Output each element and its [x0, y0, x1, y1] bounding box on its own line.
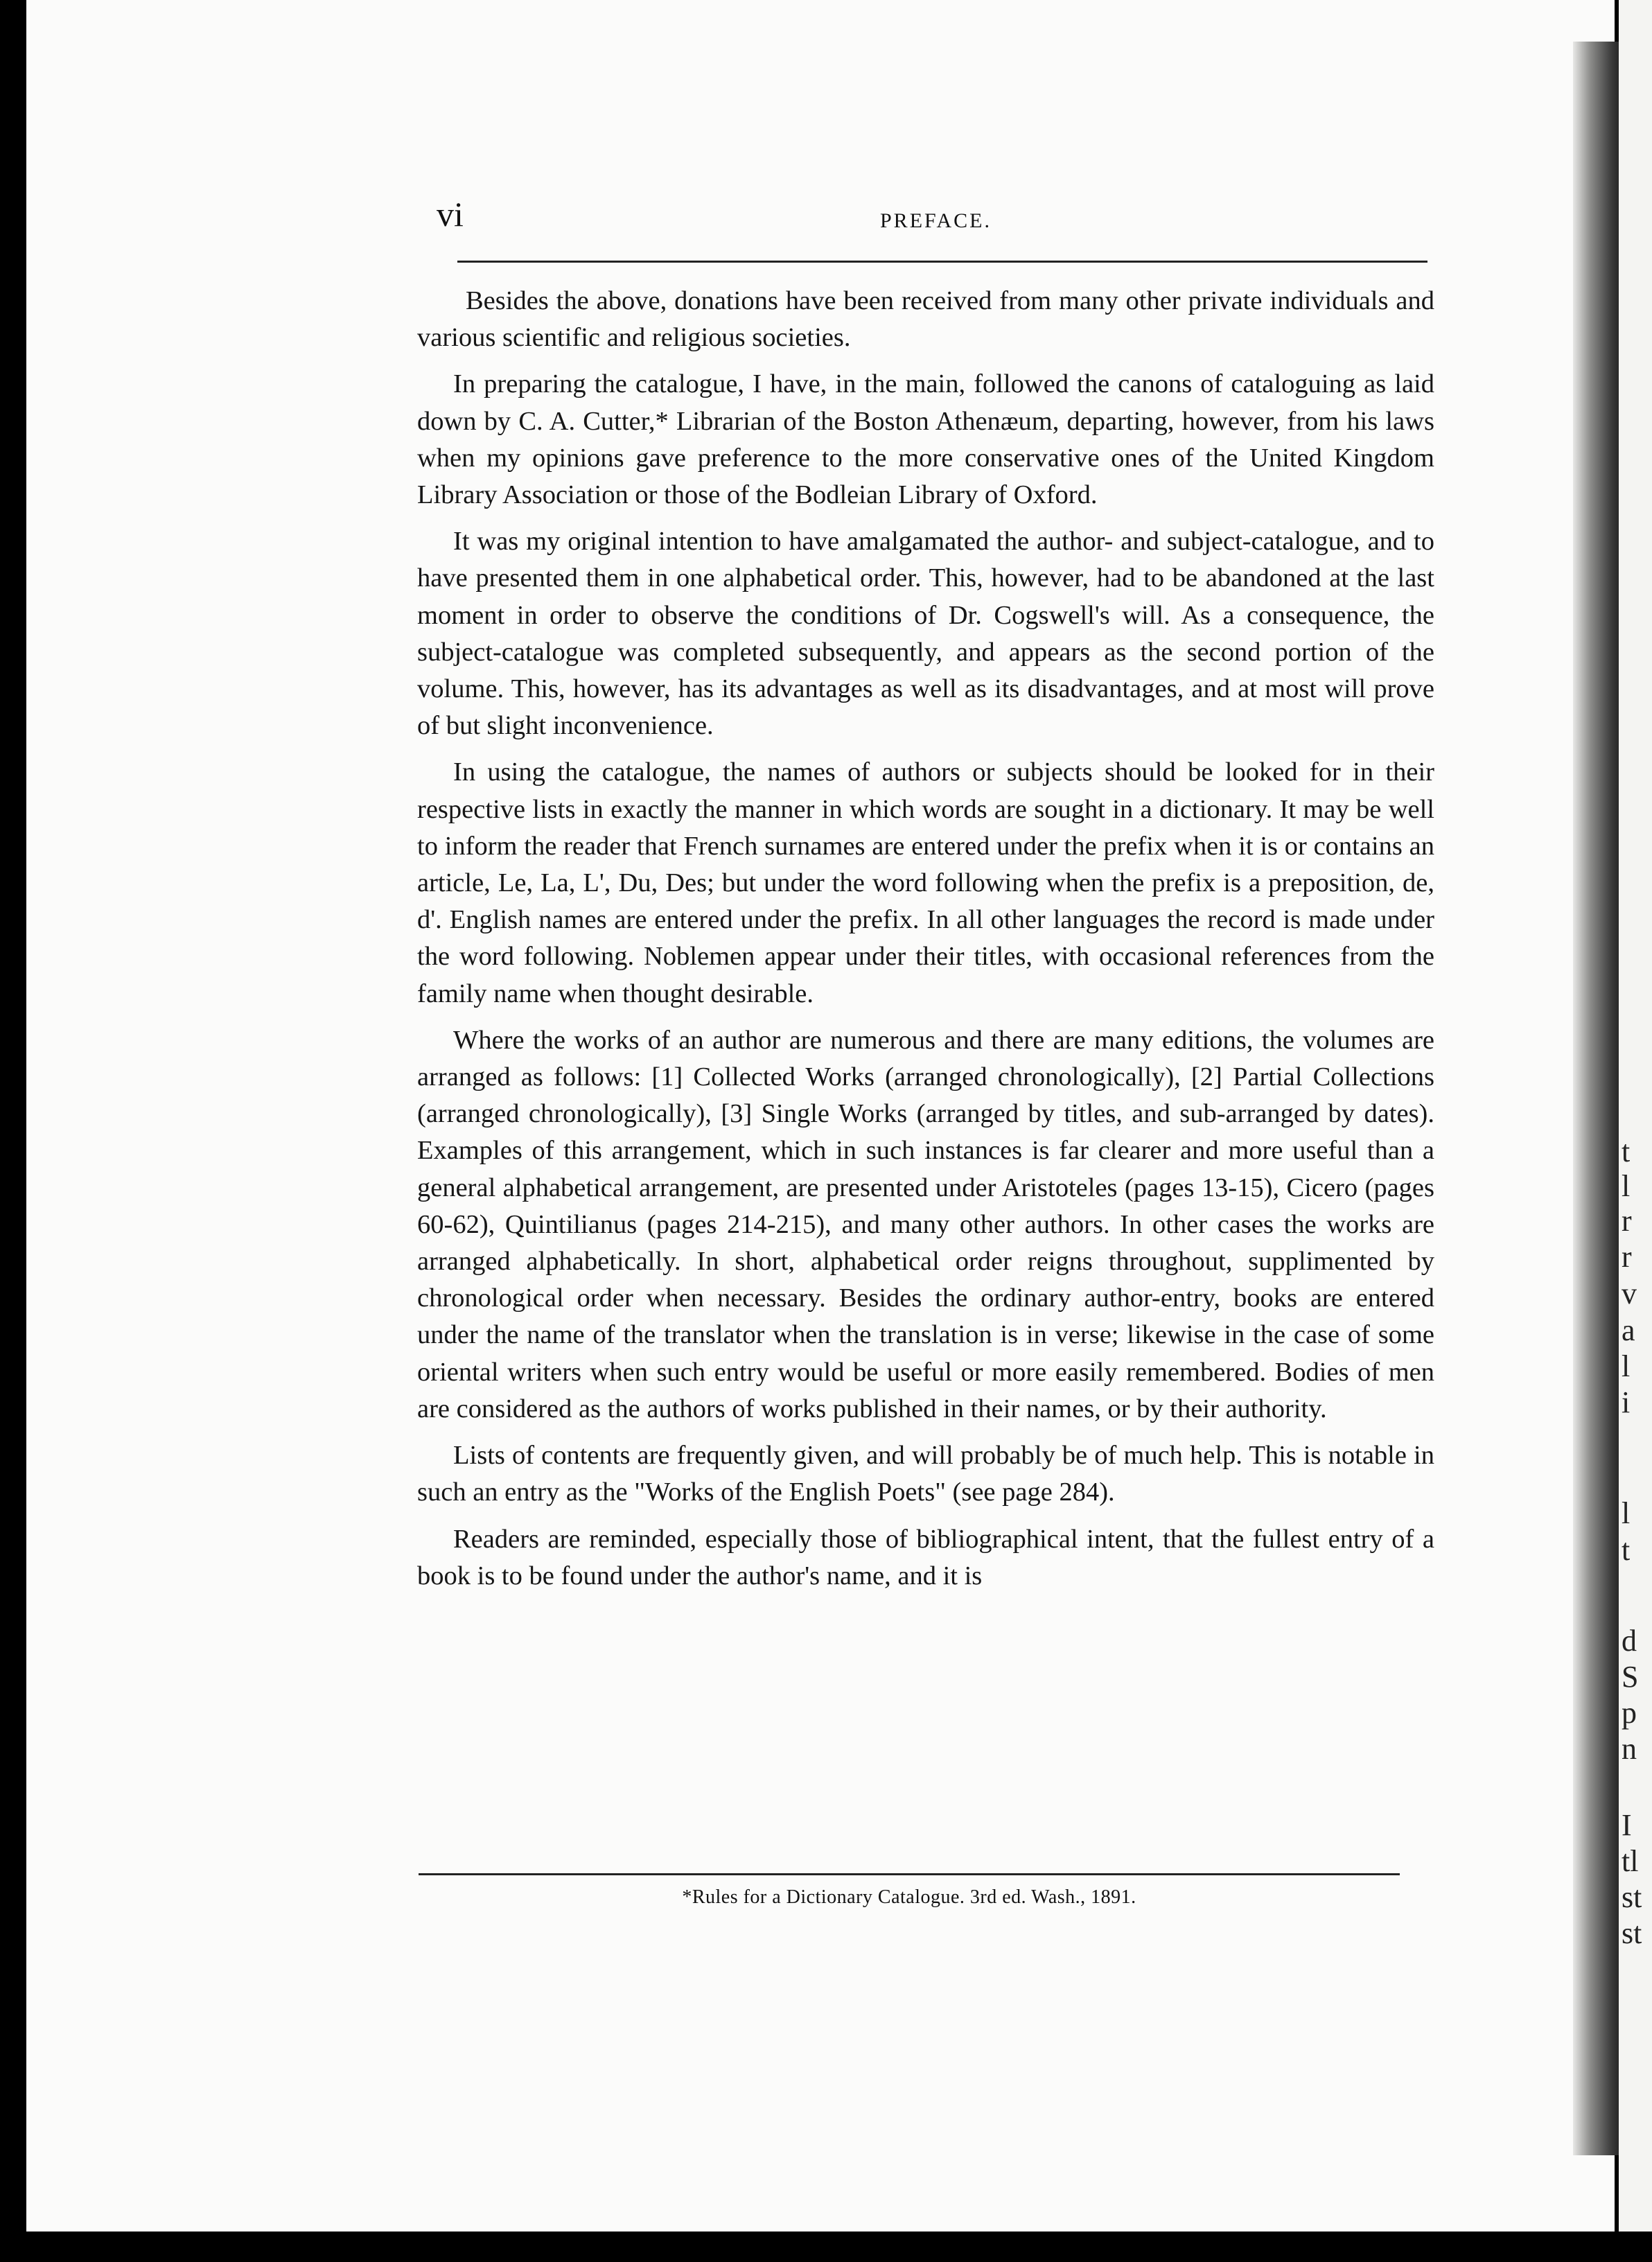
adjacent-page-fragment: I [1622, 1808, 1632, 1842]
adjacent-page-fragment: tl [1622, 1844, 1639, 1878]
adjacent-page-fragment: r [1622, 1240, 1632, 1274]
scan-border [0, 2232, 1652, 2262]
adjacent-page-fragment: v [1622, 1277, 1637, 1310]
book-spine [1573, 42, 1622, 2155]
footnote: *Rules for a Dictionary Catalogue. 3rd ed. Wash., 1891. [682, 1886, 1136, 1908]
paragraph: Readers are reminded, especially those of bibliographical intent, that the fullest entry of a book is to be found under the author's name, and it is [417, 1524, 1434, 1590]
body-text [417, 283, 1434, 1604]
paragraph: In preparing the catalogue, I have, in the main, followed the canons of cataloguing as laid down by C. A. Cutter,* Librarian of the Boston Athenæum, departing, however, from his laws when my opinions gave preference to the more conservative ones of the United Kingdom Library Association or those of the Bodleian Library of Oxford. [417, 369, 1434, 510]
adjacent-page-fragment: S [1622, 1660, 1639, 1694]
paragraph: Where the works of an author are numerous and there are many editions, the volumes are arranged as follows: [1] Collected Works (arranged chronologically), [2] Partial Collections (arranged chronologically), [3] Single Works (arranged by titles, and sub-arranged by dates). Examples of this arrangement, which in such instances is far clearer and more useful than a general alphabetical arrangement, are presented under Aristoteles (pages 13-15), Cicero (pages 60-62), Quintilianus (pages 214-215), and many other authors. In other cases the works are arranged alphabetically. In short, alphabetical order reigns throughout, supplimented by chronological order when necessary. Besides the ordinary author-entry, books are entered under the name of the translator when the translation is in verse; likewise in the case of some oriental writers when such entry would be useful or more easily remembered. Bodies of men are considered as the authors of works published in their names, or by their authority. [417, 1025, 1434, 1423]
adjacent-page-fragment: n [1622, 1732, 1637, 1766]
adjacent-page-fragment: l [1622, 1496, 1631, 1530]
adjacent-page-fragment: p [1622, 1696, 1637, 1730]
paragraph: It was my original intention to have amalgamated the author- and subject-catalogue, and to have presented them in one alphabetical order. This, however, had to be abandoned at the last moment in order to observe the conditions of Dr. Cogswell's will. As a consequence, the subject-catalogue was completed subsequently, and appears as the second portion of the volume. This, however, has its advantages as well as its disadvantages, and at most will prove of but slight inconvenience. [417, 527, 1434, 741]
paragraph: Lists of contents are frequently given, and will probably be of much help. This is notable in such an entry as the "Works of the English Poets" (see page 284). [417, 1441, 1434, 1507]
adjacent-page-fragment: r [1622, 1204, 1632, 1238]
paragraph: In using the catalogue, the names of authors or subjects should be looked for in their respective lists in exactly the manner in which words are sought in a dictionary. It may be well to inform the reader that French surnames are entered under the prefix when it is or contains an article, Le, La, L', Du, Des; but under the word following when the prefix is a preposition, de, d'. English names are entered under the prefix. In all other languages the record is made under the word following. Noblemen appear under their titles, with occasional references from the family name when thought desirable. [417, 757, 1434, 1008]
adjacent-page-fragment: d [1622, 1624, 1637, 1658]
adjacent-page-fragment: i [1622, 1385, 1631, 1419]
adjacent-page-edge [1619, 0, 1652, 2232]
adjacent-page-fragment: st [1622, 1916, 1642, 1950]
paragraph: Besides the above, donations have been received from many other private individuals and various scientific and religious societies. [417, 286, 1434, 353]
adjacent-page-fragment: l [1622, 1169, 1631, 1203]
page-header [437, 194, 1427, 236]
adjacent-page-fragment: a [1622, 1313, 1635, 1347]
adjacent-page-fragment: t [1622, 1533, 1631, 1567]
running-head: PREFACE. [880, 209, 992, 232]
footnote-rule [419, 1873, 1400, 1875]
adjacent-page-fragment: l [1622, 1349, 1631, 1383]
header-rule [457, 261, 1427, 263]
page-number: vi [437, 195, 464, 234]
adjacent-page-fragment: st [1622, 1880, 1642, 1914]
adjacent-page-fragment: t [1622, 1134, 1631, 1168]
